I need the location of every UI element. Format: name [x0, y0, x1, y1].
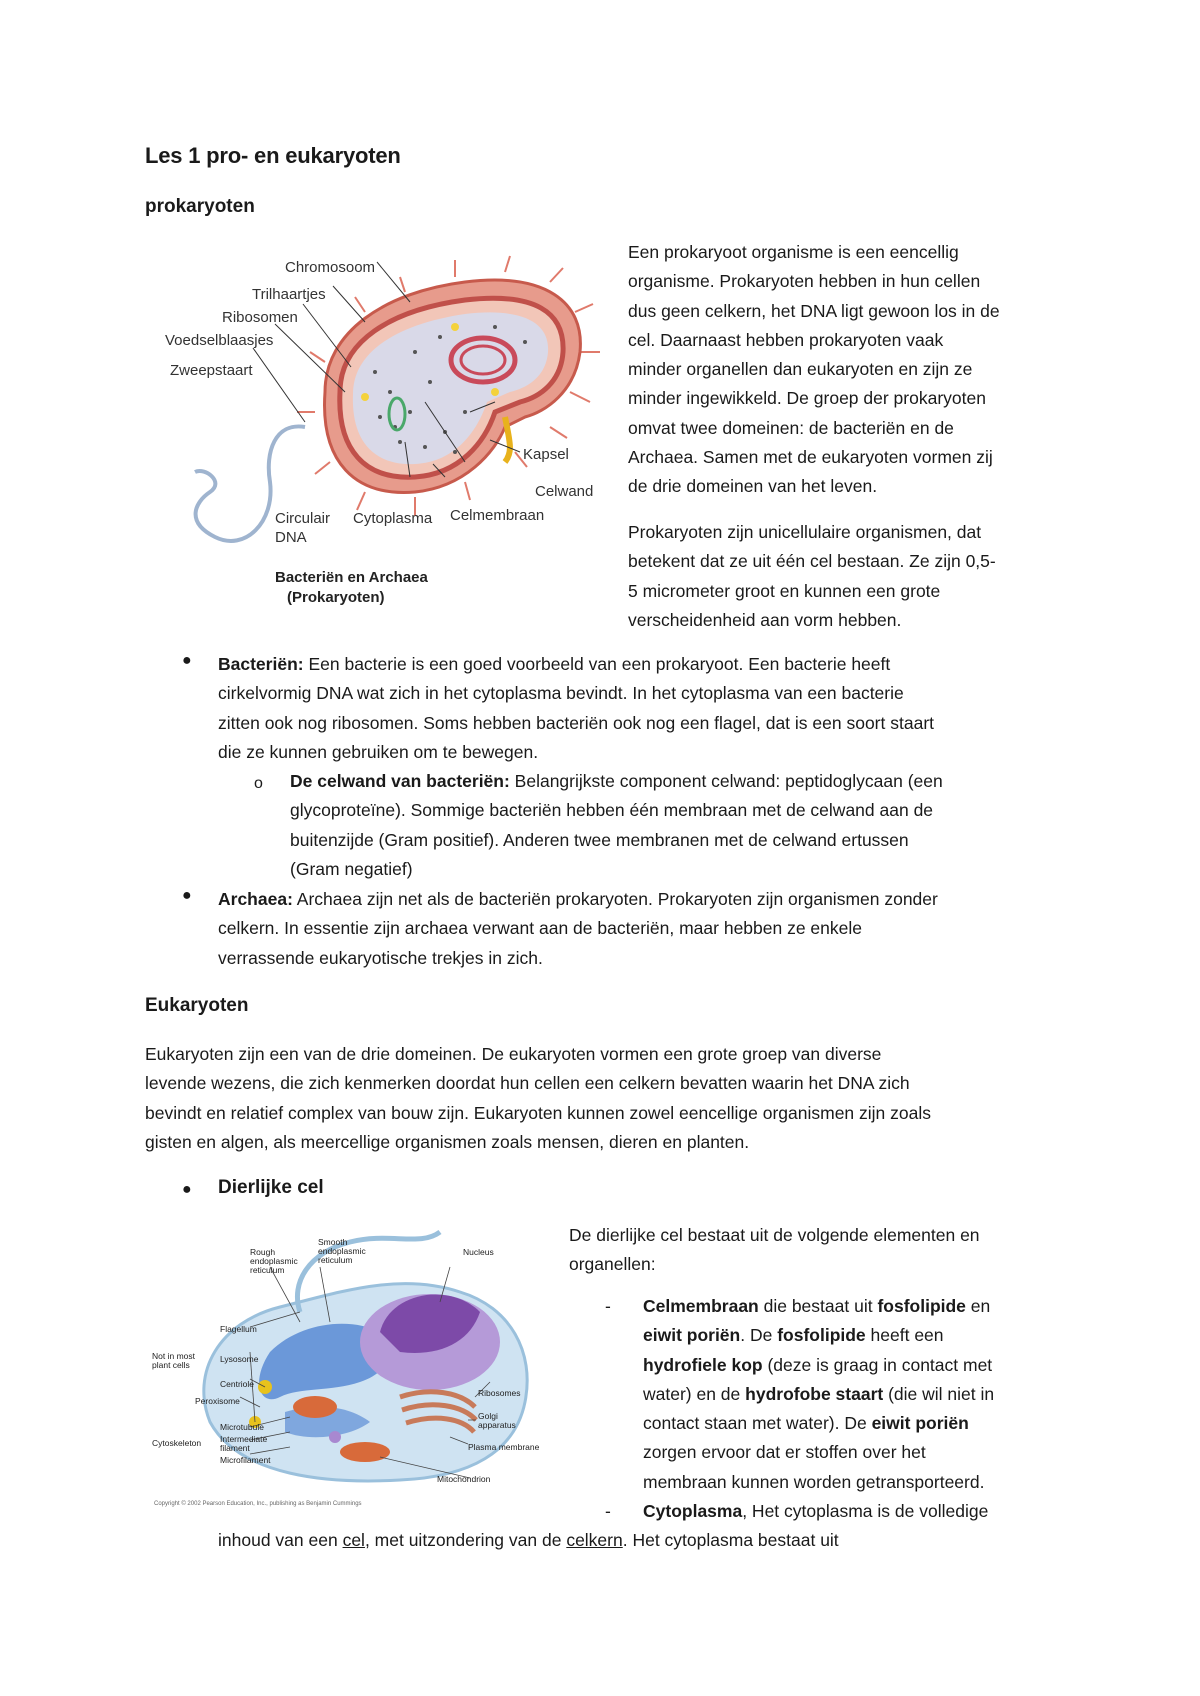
item-cytoplasma-continued: [218, 1526, 1098, 1555]
text-line: organisme. Prokaryoten hebben in hun cellen: [628, 271, 981, 292]
label-microfilament: Microfilament: [220, 1455, 271, 1465]
term: Cytoplasma: [643, 1501, 743, 1521]
dierlijke-cel-intro: [569, 1221, 1089, 1280]
text-line: omvat twee domeinen: de bacteriën en de: [628, 417, 954, 438]
label-smooth-er-2: endoplasmic: [318, 1246, 366, 1256]
text: , met uitzondering van de: [364, 1530, 567, 1550]
text-line: Eukaryoten zijn een van de drie domeinen. De eukaryoten vormen een grote groep van diverse: [145, 1044, 882, 1064]
term: eiwit poriën: [643, 1325, 741, 1346]
label-chromosoom: Chromosoom: [285, 259, 376, 276]
text-line: Belangrijkste component celwand: peptidoglycaan (een: [509, 771, 943, 791]
label-centriole: Centriole: [220, 1379, 255, 1389]
link-celkern[interactable]: celkern: [566, 1530, 623, 1550]
dash-marker: -: [605, 1296, 611, 1316]
term: fosfolipide: [877, 1296, 966, 1316]
text-line: Een prokaryoot organisme is een eencellig: [628, 242, 959, 262]
label-flagellum: Flagellum: [220, 1324, 257, 1334]
term: fosfolipide: [777, 1325, 866, 1346]
text-line: verrassende eukaryotische trekjes in zich.: [218, 947, 543, 968]
capsule-connector: [505, 417, 510, 462]
text: water) en de: [643, 1383, 746, 1404]
text-line: zitten ook nog ribosomen. Soms hebben bacteriën ook nog een flagel, dat is een soort staart: [218, 712, 935, 733]
eukaryoten-heading: Eukaryoten: [145, 995, 249, 1016]
label-nucleus: Nucleus: [463, 1247, 494, 1257]
eukaryoten-paragraph: [145, 1040, 1090, 1157]
bullet-dot: ●: [182, 1181, 192, 1198]
term: hydrofobe staart: [745, 1383, 884, 1404]
text-line: cirkelvormig DNA wat zich in het cytoplasma bevindt. In het cytoplasma van een bacterie: [218, 683, 904, 704]
dash-marker: -: [605, 1501, 611, 1521]
label-circulair: Circulair: [275, 510, 331, 527]
bullet-term: De celwand van bacteriën:: [290, 771, 510, 791]
text-line: minder ingewikkeld. De groep der prokaryoten: [628, 388, 986, 409]
text-line: (Gram negatief): [290, 858, 413, 879]
text-line: gisten en algen, als meercellige organismen zoals mensen, dieren en planten.: [145, 1131, 750, 1152]
label-intermediate-1: Intermediate: [220, 1434, 268, 1444]
text-line: minder organellen dan eukaryoten en zijn ze: [628, 359, 973, 380]
prokaryoten-paragraph-2: [628, 518, 1088, 635]
label-ribosomen: Ribosomen: [222, 309, 298, 326]
text-line: verscheidenheid aan vorm hebben.: [628, 609, 902, 630]
text-line: de drie domeinen van het leven.: [628, 476, 878, 497]
text-line: Archaea zijn net als de bacteriën prokaryoten. Prokaryoten zijn organismen zonder: [292, 889, 938, 909]
page-title: Les 1 pro- en eukaryoten: [145, 143, 401, 168]
bullet-dot: ●: [182, 887, 192, 904]
text: , Het cytoplasma is de volledige: [742, 1501, 989, 1521]
label-rough-er-1: Rough: [250, 1247, 276, 1257]
text-line: Archaea. Samen met de eukaryoten vormen zij: [628, 447, 993, 468]
text: die bestaat uit: [758, 1296, 878, 1316]
bullet-bacterien: [218, 650, 1098, 767]
text-line: organellen:: [569, 1254, 656, 1275]
text-line: betekent dat ze uit één cel bestaan. Ze zijn 0,5-: [628, 551, 996, 572]
label-not-in-most-2: plant cells: [152, 1360, 190, 1370]
link-cel[interactable]: cel: [342, 1530, 365, 1550]
label-plasma-membrane: Plasma membrane: [468, 1442, 540, 1452]
label-not-in-most-1: Not in most: [152, 1351, 195, 1361]
sub-bullet-celwand: [290, 767, 1090, 884]
prokaryote-figure: [165, 252, 610, 612]
text: heeft een: [865, 1325, 944, 1346]
text: (die wil niet in: [883, 1383, 995, 1404]
label-mitochondrion: Mitochondrion: [437, 1474, 491, 1484]
animal-cell-figure: [150, 1222, 550, 1512]
label-smooth-er-3: reticulum: [318, 1255, 353, 1265]
item-celmembraan: [643, 1292, 1093, 1497]
text: inhoud van een: [218, 1530, 343, 1550]
figure-caption-line1: Bacteriën en Archaea: [275, 569, 428, 586]
text: en: [965, 1296, 991, 1316]
text-line: celkern. In essentie zijn archaea verwant aan de bacteriën, maar hebben ze enkele: [218, 918, 863, 939]
text-line: die ze kunnen gebruiken om te bewegen.: [218, 741, 539, 762]
mitochondrion-shape-2: [340, 1442, 390, 1462]
term: hydrofiele kop: [643, 1354, 763, 1375]
bullet-archaea: [218, 885, 1098, 973]
text: contact staan met water). De: [643, 1413, 872, 1434]
label-cytoplasma: Cytoplasma: [353, 510, 433, 527]
label-trilhaartjes: Trilhaartjes: [252, 286, 326, 303]
label-ribosomes: Ribosomes: [478, 1388, 521, 1398]
bullet-term: Bacteriën:: [218, 654, 304, 674]
label-golgi-1: Golgi: [478, 1411, 498, 1421]
label-smooth-er-1: Smooth: [318, 1237, 348, 1247]
text: . De: [740, 1325, 778, 1346]
vesicle-3: [491, 388, 499, 396]
item-cytoplasma: [643, 1497, 1093, 1526]
sub-bullet-marker: o: [254, 775, 263, 792]
text-line: glycoproteïne). Sommige bacteriën hebben één membraan met de celwand aan de: [290, 800, 934, 821]
text-line: zorgen ervoor dat er stoffen over het: [643, 1442, 926, 1463]
text-line: cel. Daarnaast hebben prokaryoten vaak: [628, 329, 944, 350]
prokaryoten-heading: prokaryoten: [145, 196, 255, 217]
dierlijke-cel-label: Dierlijke cel: [218, 1177, 324, 1198]
vesicle-2: [451, 323, 459, 331]
term: Celmembraan: [643, 1296, 759, 1316]
term: eiwit poriën: [871, 1413, 969, 1434]
figure-copyright: Copyright © 2002 Pearson Education, Inc., publishing as Benjamin Cummings: [154, 1501, 362, 1507]
text-line: Een bacterie is een goed voorbeeld van een prokaryoot. Een bacterie heeft: [303, 654, 891, 674]
label-microtubule: Microtubule: [220, 1422, 264, 1432]
label-celmembraan: Celmembraan: [450, 507, 545, 524]
text-line: membraan kunnen worden getransporteerd.: [643, 1471, 985, 1492]
figure-caption-line2: (Prokaryoten): [287, 589, 385, 606]
label-zweepstaart: Zweepstaart: [170, 362, 253, 379]
label-golgi-2: apparatus: [478, 1420, 516, 1430]
label-intermediate-2: filament: [220, 1443, 250, 1453]
label-peroxisome: Peroxisome: [195, 1396, 240, 1406]
label-kapsel: Kapsel: [523, 446, 569, 463]
label-rough-er-2: endoplasmic: [250, 1256, 298, 1266]
text-line: bevindt en relatief complex van bouw zijn. Eukaryoten kunnen zowel eencellige organismen zijn zoals: [145, 1102, 932, 1123]
label-rough-er-3: reticulum: [250, 1265, 285, 1275]
label-cytoskeleton: Cytoskeleton: [152, 1438, 202, 1448]
text: . Het cytoplasma bestaat uit: [622, 1530, 839, 1550]
text-line: 5 micrometer groot en kunnen een grote: [628, 580, 941, 601]
label-voedselblaasjes: Voedselblaasjes: [165, 332, 274, 349]
text-line: buitenzijde (Gram positief). Anderen twee membranen met de celwand ertussen: [290, 829, 909, 850]
text-line: De dierlijke cel bestaat uit de volgende elementen en: [569, 1225, 980, 1245]
label-lysosome: Lysosome: [220, 1354, 259, 1364]
prokaryoten-paragraph-1: [628, 238, 1088, 502]
label-dna: DNA: [275, 529, 307, 546]
label-celwand: Celwand: [535, 483, 594, 500]
vesicle-1: [361, 393, 369, 401]
mitochondrion-shape: [293, 1396, 337, 1418]
text: (deze is graag in contact met: [762, 1354, 993, 1375]
bullet-dot: ●: [182, 652, 192, 669]
text-line: levende wezens, die zich kenmerken doordat hun cellen een celkern bevatten waarin het DNA zich: [145, 1073, 910, 1094]
bullet-term: Archaea:: [218, 889, 293, 909]
text-line: Prokaryoten zijn unicellulaire organismen, dat: [628, 522, 982, 542]
text-line: dus geen celkern, het DNA ligt gewoon los in de: [628, 300, 1000, 321]
peroxisome-shape: [329, 1431, 341, 1443]
